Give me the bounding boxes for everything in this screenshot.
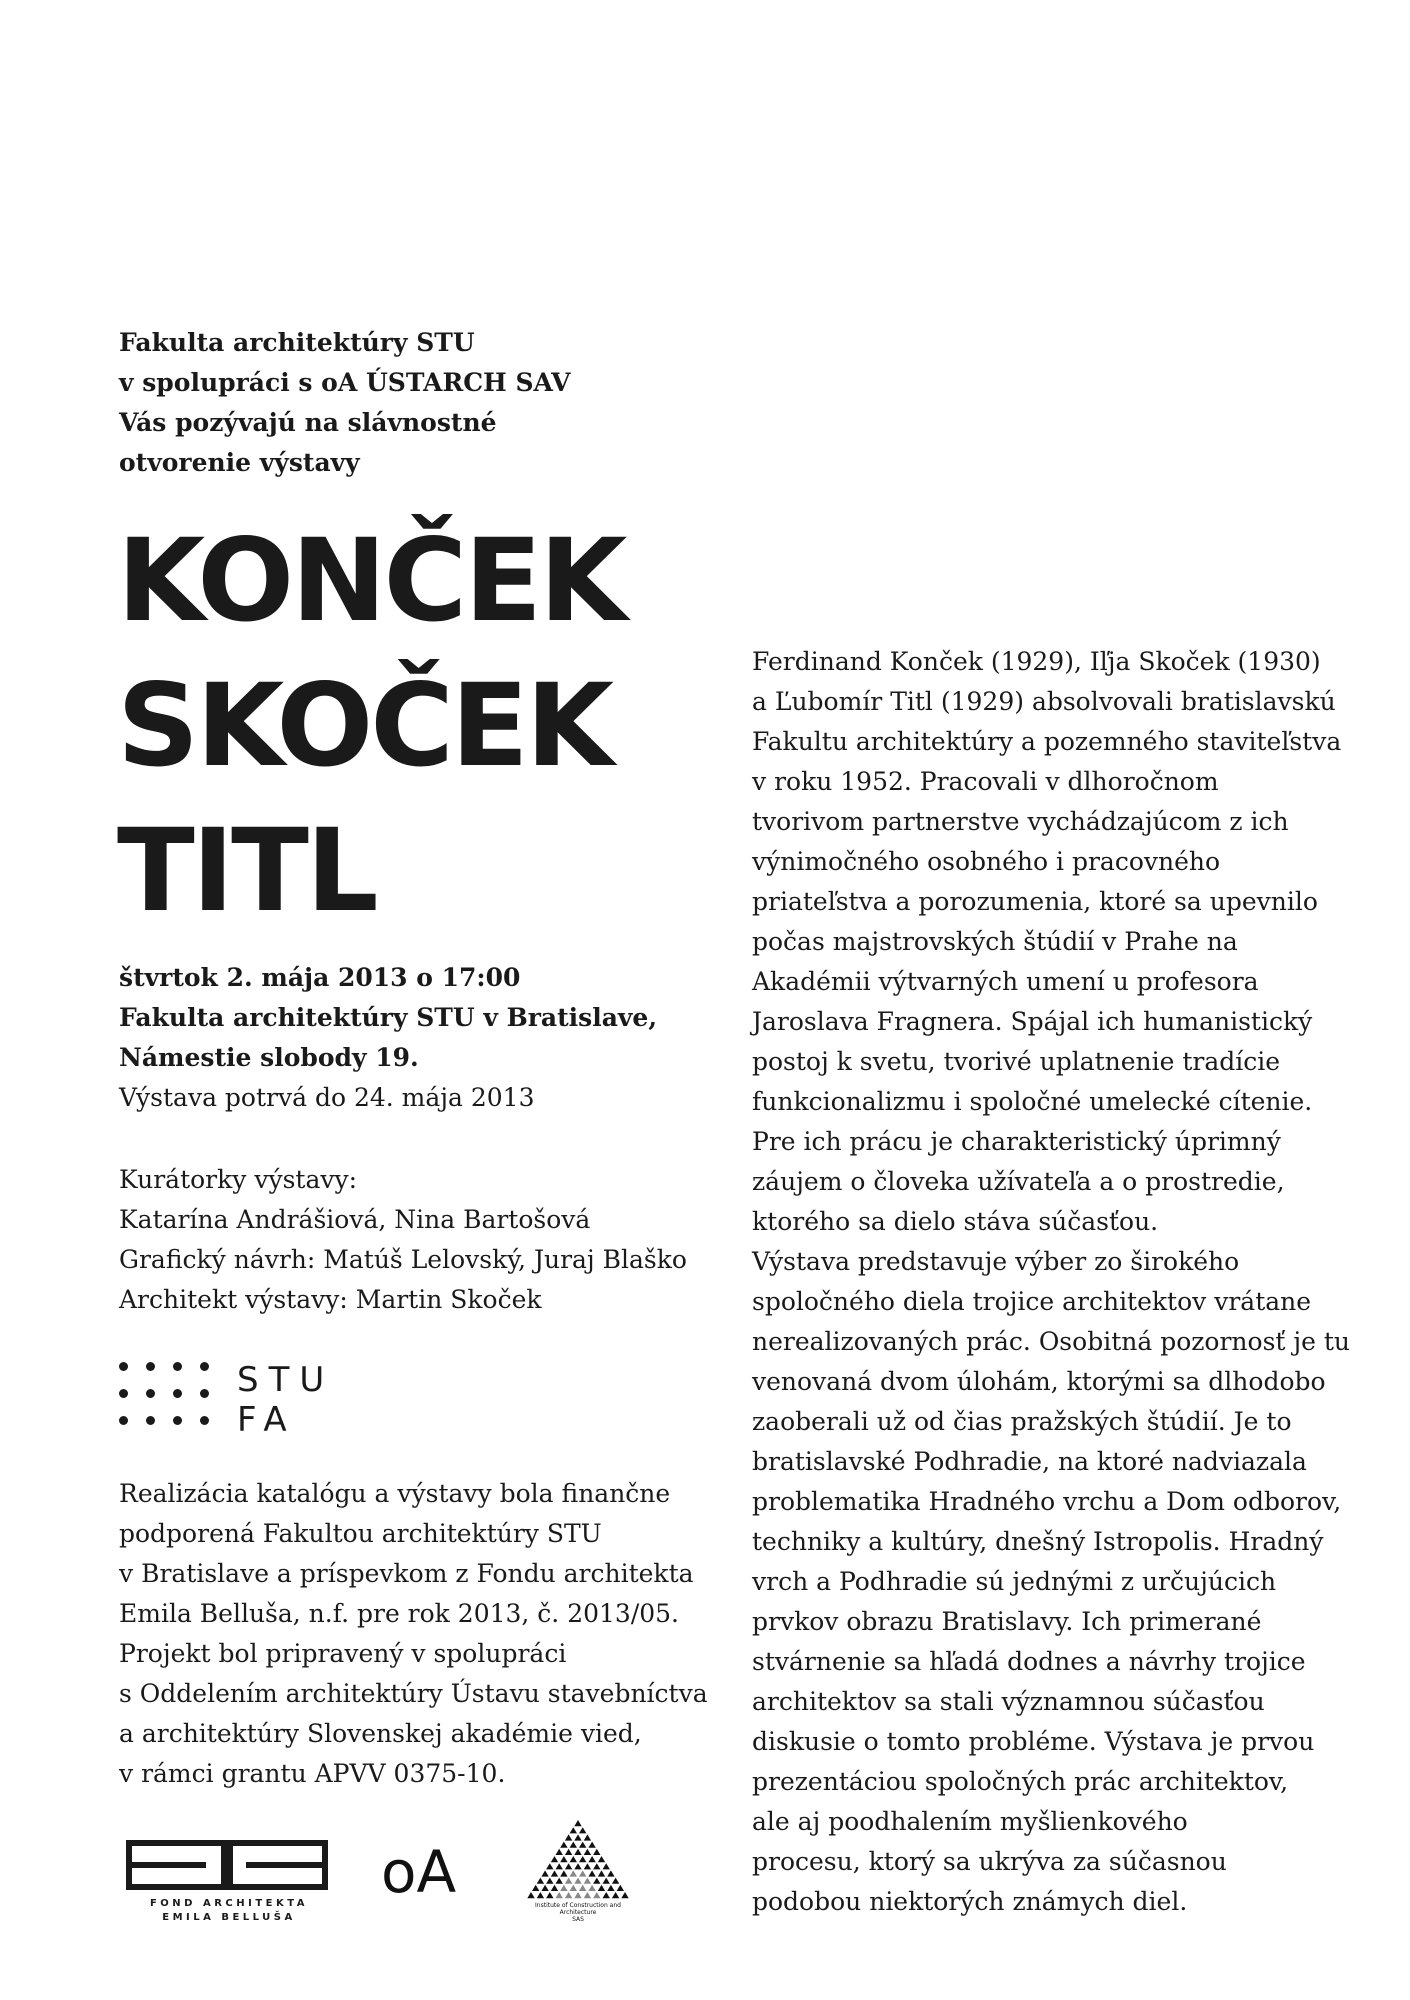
description-line: prvkov obrazu Bratislavy. Ich primerané xyxy=(752,1607,1262,1636)
partner-logos xyxy=(119,1820,639,1930)
funding-line: Realizácia katalógu a výstavy bola finančne xyxy=(119,1479,671,1508)
description-line: záujem o človeka užívateľa a o prostredie, xyxy=(752,1167,1285,1196)
description-line: Pre ich prácu je charakteristický úprimný xyxy=(752,1127,1281,1156)
description-line: tvorivom partnerstve vychádzajúcom z ich xyxy=(752,807,1289,836)
description-line: Fakultu architektúry a pozemného staviteľstva xyxy=(752,727,1342,756)
fa-logo-text: FA xyxy=(237,1400,297,1440)
ics-sas-logo xyxy=(523,1820,633,1930)
stu-logo-text: STU xyxy=(237,1360,335,1400)
feb-text-line2: EMILA BELLUŠA xyxy=(162,1912,296,1923)
title-name-titl: TITL xyxy=(117,804,376,937)
funding-line: podporená Fakultou architektúry STU xyxy=(119,1519,602,1548)
event-date: štvrtok 2. mája 2013 o 17:00 xyxy=(119,963,521,992)
credits-line: Grafický návrh: Matúš Lelovský, Juraj Blaško xyxy=(119,1245,687,1274)
intro-line: Fakulta architektúry STU xyxy=(119,328,475,357)
funding-note xyxy=(119,1474,759,1794)
description-line: prezentáciou spoločných prác architektov, xyxy=(752,1767,1289,1796)
description-line: stvárnenie sa hľadá dodnes a návrhy trojice xyxy=(752,1647,1306,1676)
description-line: spoločného diela trojice architektov vrátane xyxy=(752,1287,1312,1316)
fond-architekta-logo xyxy=(124,1840,329,1930)
funding-line: v rámci grantu APVV 0375-10. xyxy=(119,1759,506,1788)
funding-line: Projekt bol pripravený v spolupráci xyxy=(119,1639,567,1668)
credits-line: Architekt výstavy: Martin Skoček xyxy=(119,1285,542,1314)
intro-line: Vás pozývajú na slávnostné xyxy=(119,408,497,437)
description-line: funkcionalizmu i spoločné umelecké cítenie. xyxy=(752,1087,1313,1116)
description-line: a Ľubomír Titl (1929) absolvovali bratislavskú xyxy=(752,687,1336,716)
funding-line: a architektúry Slovenskej akadémie vied, xyxy=(119,1719,642,1748)
description-line: podobou niektorých známych diel. xyxy=(752,1887,1188,1916)
exhibition-description xyxy=(752,642,1372,1922)
description-line: v roku 1952. Pracovali v dlhoročnom xyxy=(752,767,1219,796)
description-line: ktorého sa dielo stáva súčasťou. xyxy=(752,1207,1159,1236)
exhibition-title xyxy=(117,508,624,943)
description-line: diskusie o tomto probléme. Výstava je prvou xyxy=(752,1727,1315,1756)
description-line: nerealizovaných prác. Osobitná pozornosť je tu xyxy=(752,1327,1351,1356)
funding-line: s Oddelením architektúry Ústavu stavebníctva xyxy=(119,1679,708,1708)
intro-line: v spolupráci s oA ÚSTARCH SAV xyxy=(119,368,571,397)
description-line: postoj k svetu, tvorivé uplatnenie tradície xyxy=(752,1047,1281,1076)
event-duration: Výstava potrvá do 24. mája 2013 xyxy=(119,1083,535,1112)
ics-text-line1: Institute of Construction and xyxy=(535,1902,621,1909)
funding-line: v Bratislave a príspevkom z Fondu architekta xyxy=(119,1559,694,1588)
credits-line: Kurátorky výstavy: xyxy=(119,1165,358,1194)
stu-fa-logo xyxy=(119,1360,359,1440)
intro-line: otvorenie výstavy xyxy=(119,448,360,477)
description-line: Výstava predstavuje výber zo širokého xyxy=(752,1247,1240,1276)
description-line: Akadémii výtvarných umení u profesora xyxy=(752,967,1259,996)
description-line: Jaroslava Fragnera. Spájal ich humanistický xyxy=(752,1007,1313,1036)
event-venue: Fakulta architektúry STU v Bratislave, xyxy=(119,1003,658,1032)
title-name-koncek: KONČEK xyxy=(117,514,625,647)
description-line: architektov sa stali významnou súčasťou xyxy=(752,1687,1265,1716)
description-line: problematika Hradného vrchu a Dom odborov, xyxy=(752,1487,1342,1516)
funding-line: Emila Belluša, n.f. pre rok 2013, č. 2013/05. xyxy=(119,1599,679,1628)
description-line: venovaná dvom úlohám, ktorými sa dlhodobo xyxy=(752,1367,1326,1396)
ics-text-line3: SAS xyxy=(572,1916,584,1923)
event-details xyxy=(119,958,739,1118)
description-line: techniky a kultúry, dnešný Istropolis. Hradný xyxy=(752,1527,1324,1556)
description-line: počas majstrovských štúdií v Prahe na xyxy=(752,927,1238,956)
description-line: procesu, ktorý sa ukrýva za súčasnou xyxy=(752,1847,1227,1876)
description-line: vrch a Podhradie sú jednými z určujúcich xyxy=(752,1567,1277,1596)
stu-dots-icon xyxy=(119,1362,219,1434)
description-line: Ferdinand Konček (1929), Iľja Skoček (1930) xyxy=(752,647,1321,676)
description-line: priateľstva a porozumenia, ktoré sa upevnilo xyxy=(752,887,1318,916)
credits-line: Katarína Andrášiová, Nina Bartošová xyxy=(119,1205,591,1234)
description-line: zaoberali už od čias pražských štúdií. Je to xyxy=(752,1407,1292,1436)
ics-text-line2: Architecture xyxy=(559,1909,597,1916)
invitation-intro xyxy=(119,323,679,483)
feb-mark-icon xyxy=(126,1840,331,1890)
event-address: Námestie slobody 19. xyxy=(119,1043,419,1072)
title-name-skocek: SKOČEK xyxy=(117,659,612,792)
description-line: ale aj poodhalením myšlienkového xyxy=(752,1807,1188,1836)
feb-text-line1: FOND ARCHITEKTA xyxy=(149,1898,309,1909)
triangle-grid-icon xyxy=(526,1820,630,1900)
oa-logo: oA xyxy=(381,1838,457,1906)
description-line: výnimočného osobného i pracovného xyxy=(752,847,1221,876)
credits xyxy=(119,1160,759,1320)
description-line: bratislavské Podhradie, na ktoré nadviazala xyxy=(752,1447,1307,1476)
